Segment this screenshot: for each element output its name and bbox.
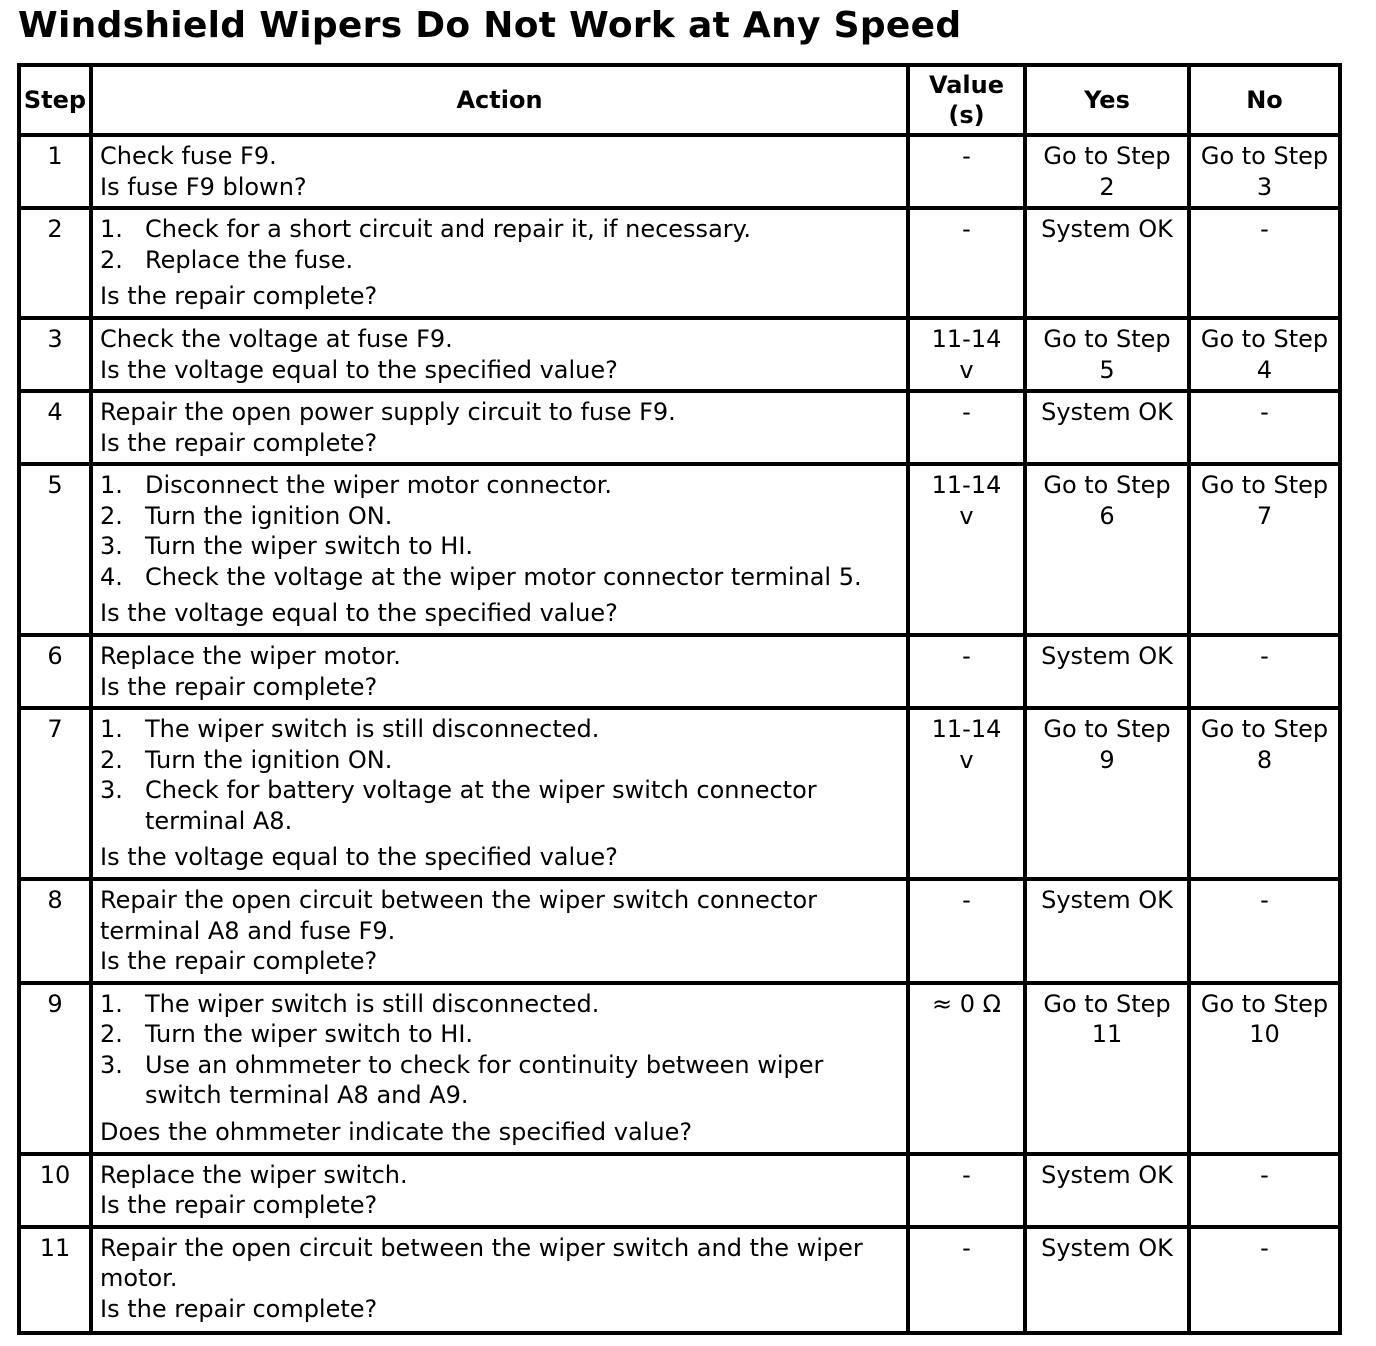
value-cell (908, 391, 1025, 464)
action-list-item (100, 470, 900, 501)
action-list-number: 2. (100, 501, 123, 530)
table-row (19, 879, 1340, 983)
table-row (19, 318, 1340, 391)
no-cell (1189, 708, 1340, 879)
step-cell: 3 (19, 318, 91, 391)
table-row (19, 391, 1340, 464)
no-cell-line: Go to Step (1200, 325, 1329, 353)
action-line: Is fuse F9 blown? (100, 172, 307, 201)
value-cell-line: - (962, 1233, 971, 1262)
step-cell: 6 (19, 635, 91, 708)
action-line: Check the voltage at fuse F9. (100, 325, 453, 353)
action-list-number: 1. (100, 989, 123, 1018)
value-cell (908, 708, 1025, 879)
action-list-text: Turn the ignition ON. (145, 745, 393, 774)
value-cell (908, 879, 1025, 983)
value-cell-line: - (962, 642, 971, 670)
action-list-text: Turn the wiper switch to HI. (145, 1020, 474, 1048)
value-cell-line: - (962, 1160, 971, 1189)
no-cell-line: Go to Step (1200, 142, 1329, 170)
step-cell: 8 (19, 879, 91, 983)
action-list-item (100, 531, 900, 562)
no-cell-line: - (1260, 215, 1269, 243)
step-cell: 10 (19, 1154, 91, 1227)
step-cell: 2 (19, 208, 91, 318)
yes-cell-line: System OK (1041, 215, 1173, 243)
value-cell (908, 208, 1025, 318)
header-yes: Yes (1025, 65, 1189, 135)
no-cell (1189, 135, 1340, 208)
header-value-line2: (s) (948, 101, 985, 129)
action-list-text: The wiper switch is still disconnected. (145, 715, 600, 743)
action-line: Replace the wiper motor. (100, 642, 401, 670)
no-cell-line: Go to Step (1200, 471, 1329, 499)
action-line: Is the repair complete? (100, 1191, 378, 1219)
action-cell (91, 879, 908, 983)
yes-cell-line: Go to Step (1043, 989, 1171, 1018)
table-row (19, 208, 1340, 318)
action-question: Is the repair complete? (100, 282, 378, 310)
action-line: Is the repair complete? (100, 672, 378, 701)
no-cell-line: 4 (1256, 355, 1273, 384)
header-step: Step (19, 65, 91, 135)
table-row (19, 135, 1340, 208)
page-title: Windshield Wipers Do Not Work at Any Speed (18, 5, 962, 46)
no-cell-line: - (1260, 1160, 1269, 1189)
yes-cell (1025, 208, 1189, 318)
yes-cell (1025, 708, 1189, 879)
yes-cell-line: Go to Step (1043, 142, 1171, 170)
yes-cell (1025, 318, 1189, 391)
no-cell-line: 10 (1249, 1020, 1280, 1048)
value-cell-line: - (962, 398, 971, 426)
action-line: Check fuse F9. (100, 142, 277, 170)
action-list-number: 1. (100, 715, 123, 743)
action-list-item (100, 714, 900, 745)
yes-cell (1025, 879, 1189, 983)
value-cell-line: - (962, 215, 971, 243)
yes-cell-line: 5 (1099, 355, 1115, 384)
yes-cell-line: 6 (1099, 501, 1115, 530)
value-cell (908, 135, 1025, 208)
action-line: Repair the open power supply circuit to fuse F9. (100, 398, 676, 426)
action-list-text: Check the voltage at the wiper motor connector terminal 5. (145, 562, 862, 591)
action-list-number: 3. (100, 532, 123, 560)
value-cell (908, 464, 1025, 635)
action-list-item (100, 245, 900, 276)
action-cell (91, 135, 908, 208)
table-row (19, 983, 1340, 1154)
action-line: Is the repair complete? (100, 428, 378, 457)
table-body (19, 135, 1340, 1333)
step-cell: 7 (19, 708, 91, 879)
action-cell (91, 983, 908, 1154)
no-cell (1189, 983, 1340, 1154)
value-cell-line: - (962, 142, 971, 170)
no-cell (1189, 391, 1340, 464)
value-cell (908, 318, 1025, 391)
action-cell (91, 1227, 908, 1333)
value-cell (908, 635, 1025, 708)
action-list-item (100, 989, 900, 1020)
action-cell (91, 208, 908, 318)
value-cell-line: v (959, 355, 974, 384)
action-list-item (100, 1050, 900, 1111)
no-cell (1189, 318, 1340, 391)
no-cell (1189, 464, 1340, 635)
value-cell-line: - (962, 886, 971, 914)
header-row (19, 65, 1340, 135)
action-list-text: Turn the wiper switch to HI. (145, 532, 474, 560)
table-row (19, 1227, 1340, 1333)
step-cell: 4 (19, 391, 91, 464)
step-cell: 1 (19, 135, 91, 208)
no-cell (1189, 208, 1340, 318)
no-cell (1189, 635, 1340, 708)
value-cell (908, 1227, 1025, 1333)
yes-cell-line: 11 (1091, 1020, 1123, 1048)
yes-cell (1025, 135, 1189, 208)
action-list-text: Replace the fuse. (145, 245, 354, 274)
yes-cell-line: System OK (1041, 398, 1173, 426)
action-list-item (100, 745, 900, 776)
value-cell-line: ≈ 0 Ω (932, 989, 1001, 1018)
no-cell-line: - (1260, 642, 1269, 670)
action-list-number: 4. (100, 562, 123, 591)
action-list-number: 2. (100, 1020, 123, 1048)
action-list-text: Check for battery voltage at the wiper switch connector terminal A8. (145, 776, 817, 835)
no-cell-line: Go to Step (1200, 989, 1329, 1018)
action-line: Repair the open circuit between the wiper switch connector terminal A8 and fuse F9. (100, 886, 818, 945)
yes-cell-line: 2 (1099, 172, 1115, 201)
action-list-text: Use an ohmmeter to check for continuity between wiper switch terminal A8 and A9. (145, 1050, 824, 1109)
action-question: Does the ohmmeter indicate the specified value? (100, 1117, 693, 1146)
step-cell: 5 (19, 464, 91, 635)
action-question: Is the voltage equal to the specified value? (100, 599, 618, 627)
action-list-number: 2. (100, 245, 123, 274)
no-cell-line: - (1260, 398, 1269, 426)
action-line: Is the repair complete? (100, 947, 378, 975)
no-cell (1189, 1227, 1340, 1333)
yes-cell (1025, 635, 1189, 708)
action-list-number: 1. (100, 471, 123, 499)
action-line: Replace the wiper switch. (100, 1160, 408, 1189)
action-cell (91, 708, 908, 879)
action-cell (91, 391, 908, 464)
yes-cell (1025, 391, 1189, 464)
yes-cell-line: 9 (1099, 745, 1115, 774)
no-cell-line: 7 (1256, 501, 1273, 530)
action-line: Is the voltage equal to the specified value? (100, 355, 618, 384)
yes-cell (1025, 1227, 1189, 1333)
value-cell-line: 11-14 (931, 471, 1002, 499)
action-list-item (100, 214, 900, 245)
action-list-item (100, 562, 900, 593)
no-cell-line: 3 (1256, 172, 1273, 201)
action-cell (91, 464, 908, 635)
yes-cell-line: Go to Step (1043, 325, 1171, 353)
value-cell-line: v (959, 745, 974, 774)
action-list-number: 3. (100, 776, 123, 804)
action-question: Is the voltage equal to the specified value? (100, 843, 618, 871)
no-cell (1189, 879, 1340, 983)
value-cell (908, 1154, 1025, 1227)
action-list-number: 1. (100, 215, 123, 243)
no-cell-line: 8 (1256, 745, 1273, 774)
action-line: Is the repair complete? (100, 1294, 378, 1323)
action-cell (91, 635, 908, 708)
yes-cell-line: Go to Step (1043, 715, 1171, 743)
yes-cell-line: Go to Step (1043, 471, 1171, 499)
yes-cell-line: System OK (1041, 642, 1173, 670)
action-cell (91, 318, 908, 391)
action-list-text: Check for a short circuit and repair it, if necessary. (145, 215, 752, 243)
action-list-text: Turn the ignition ON. (145, 501, 393, 530)
diagnostic-table (17, 63, 1342, 1335)
action-list-text: Disconnect the wiper motor connector. (145, 471, 613, 499)
action-cell (91, 1154, 908, 1227)
yes-cell (1025, 464, 1189, 635)
action-list-item (100, 775, 900, 836)
no-cell-line: Go to Step (1200, 715, 1329, 743)
header-no: No (1189, 65, 1340, 135)
table-row (19, 635, 1340, 708)
action-list-number: 2. (100, 745, 123, 774)
yes-cell-line: System OK (1041, 1160, 1173, 1189)
yes-cell (1025, 983, 1189, 1154)
value-cell (908, 983, 1025, 1154)
value-cell-line: v (959, 501, 974, 530)
header-value (908, 65, 1025, 135)
action-list-number: 3. (100, 1050, 123, 1079)
value-cell-line: 11-14 (931, 715, 1002, 743)
action-list-text: The wiper switch is still disconnected. (145, 989, 600, 1018)
header-value-line1: Value (928, 71, 1005, 99)
action-line: Repair the open circuit between the wiper switch and the wiper motor. (100, 1233, 863, 1292)
step-cell: 9 (19, 983, 91, 1154)
yes-cell-line: System OK (1041, 1233, 1173, 1262)
action-list-item (100, 501, 900, 532)
no-cell (1189, 1154, 1340, 1227)
action-list-item (100, 1019, 900, 1050)
table-row (19, 464, 1340, 635)
step-cell: 11 (19, 1227, 91, 1333)
table-row (19, 1154, 1340, 1227)
value-cell-line: 11-14 (931, 325, 1002, 353)
no-cell-line: - (1260, 886, 1269, 914)
header-action: Action (91, 65, 908, 135)
no-cell-line: - (1260, 1233, 1269, 1262)
yes-cell-line: System OK (1041, 886, 1173, 914)
table-row (19, 708, 1340, 879)
yes-cell (1025, 1154, 1189, 1227)
